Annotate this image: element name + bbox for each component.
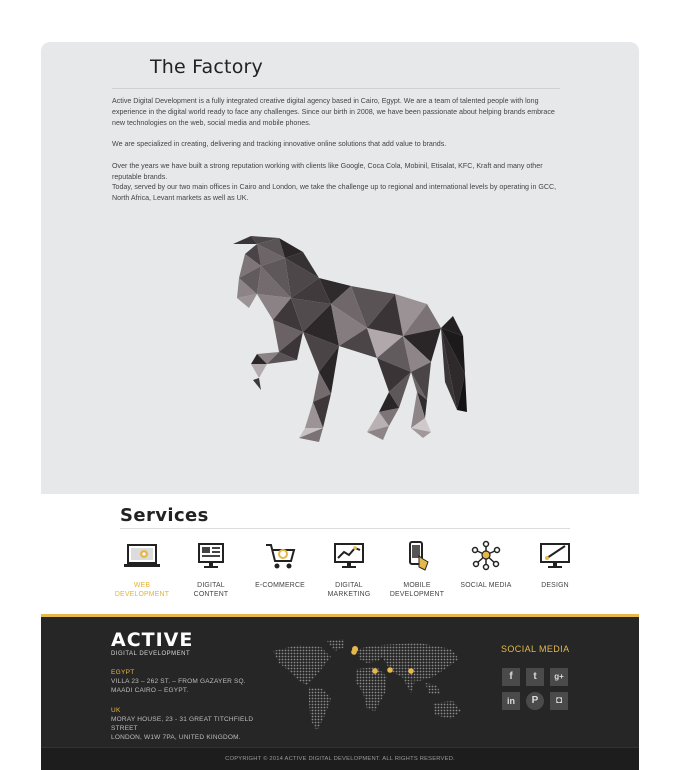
service-digital-marketing[interactable] — [314, 540, 384, 599]
pinterest-icon[interactable]: P — [526, 692, 544, 710]
map-pin-icon — [372, 668, 378, 674]
service-mobile-development[interactable] — [382, 540, 452, 599]
service-label: DIGITAL — [197, 582, 225, 589]
footer — [41, 617, 639, 770]
address-line: MAADI CAIRO – EGYPT. — [111, 687, 189, 694]
map-pin-icon — [408, 668, 414, 674]
service-label: MARKETING — [327, 590, 371, 598]
egypt-office-title: EGYPT — [111, 669, 135, 676]
map-pin-icon — [351, 649, 357, 655]
mobile-touch-icon — [397, 540, 437, 572]
copyright-bar — [41, 747, 639, 770]
logo-word: ACTIVE — [111, 629, 194, 651]
egypt-office-address — [111, 677, 281, 695]
factory-paragraph: Over the years we have built a strong reputation working with clients like Google, Coca Cola, Mobinil, Etisalat, KFC, Kraft and many other reputable brands. — [112, 161, 543, 181]
world-map — [269, 637, 473, 737]
linkedin-icon[interactable]: in — [502, 692, 520, 710]
facebook-icon[interactable]: f — [502, 668, 520, 686]
service-web-development[interactable] — [107, 540, 177, 599]
map-pin-icon — [387, 667, 393, 673]
services-section — [41, 494, 639, 614]
uk-office-title: UK — [111, 707, 121, 714]
design-brush-icon — [535, 540, 575, 572]
copyright-text: COPYRIGHT © 2014 ACTIVE DIGITAL DEVELOPMENT. ALL RIGHTS RESERVED. — [225, 756, 455, 762]
service-design[interactable] — [520, 540, 590, 591]
service-digital-content[interactable] — [176, 540, 246, 599]
instagram-icon[interactable]: ◘ — [550, 692, 568, 710]
factory-section — [41, 42, 639, 494]
active-logo[interactable] — [111, 629, 206, 659]
service-label: DESIGN — [541, 582, 569, 589]
monitor-content-icon — [191, 540, 231, 572]
services-title: Services — [120, 505, 209, 526]
service-label: E-COMMERCE — [255, 582, 305, 589]
logo-subtitle: DIGITAL DEVELOPMENT — [111, 651, 191, 657]
social-media-title: SOCIAL MEDIA — [501, 644, 570, 654]
uk-office-address — [111, 715, 281, 742]
shopping-cart-icon — [260, 540, 300, 572]
service-label: DEVELOPMENT — [114, 590, 170, 598]
divider — [112, 88, 560, 89]
service-label: CONTENT — [193, 590, 229, 598]
chart-monitor-icon — [329, 540, 369, 572]
active-logo-mark — [111, 629, 206, 659]
service-label: MOBILE — [403, 582, 431, 589]
laptop-gear-icon — [122, 540, 162, 572]
address-line: MORAY HOUSE, 23 - 31 GREAT TITCHFIELD STREET — [111, 716, 254, 732]
horse-illustration — [227, 232, 481, 444]
service-label: DEVELOPMENT — [389, 590, 445, 598]
service-label: DIGITAL — [335, 582, 363, 589]
google-plus-icon[interactable]: g+ — [550, 668, 568, 686]
address-line: VILLA 23 – 262 ST. – FROM GAZAYER SQ. — [111, 678, 246, 685]
address-line: LONDON, W1W 7PA, UNITED KINGDOM. — [111, 734, 241, 741]
twitter-icon[interactable]: t — [526, 668, 544, 686]
service-social-media[interactable] — [451, 540, 521, 591]
factory-paragraph: Today, served by our two main offices in Cairo and London, we take the challenge up to regional and international levels by operating in GCC, North Africa, Levant markets as well as UK. — [112, 183, 557, 203]
service-e-commerce[interactable] — [245, 540, 315, 591]
factory-paragraph: We are specialized in creating, delivering and tracking innovative online solutions that add value to brands. — [112, 140, 447, 149]
page — [41, 42, 639, 770]
network-icon — [466, 540, 506, 572]
factory-paragraph: Active Digital Development is a fully integrated creative digital agency based in Cairo, Egypt. We are a team of talented people with long experience in the digital world ready to face any challenges. Since our birth in 2008, we have been passionate about helping brands embrace new technologies on the web, social media and mobile phones. — [112, 97, 555, 127]
divider — [120, 528, 570, 529]
factory-title: The Factory — [150, 56, 263, 78]
service-label: SOCIAL MEDIA — [460, 582, 512, 589]
service-label: WEB — [133, 582, 151, 589]
factory-description — [112, 96, 562, 215]
